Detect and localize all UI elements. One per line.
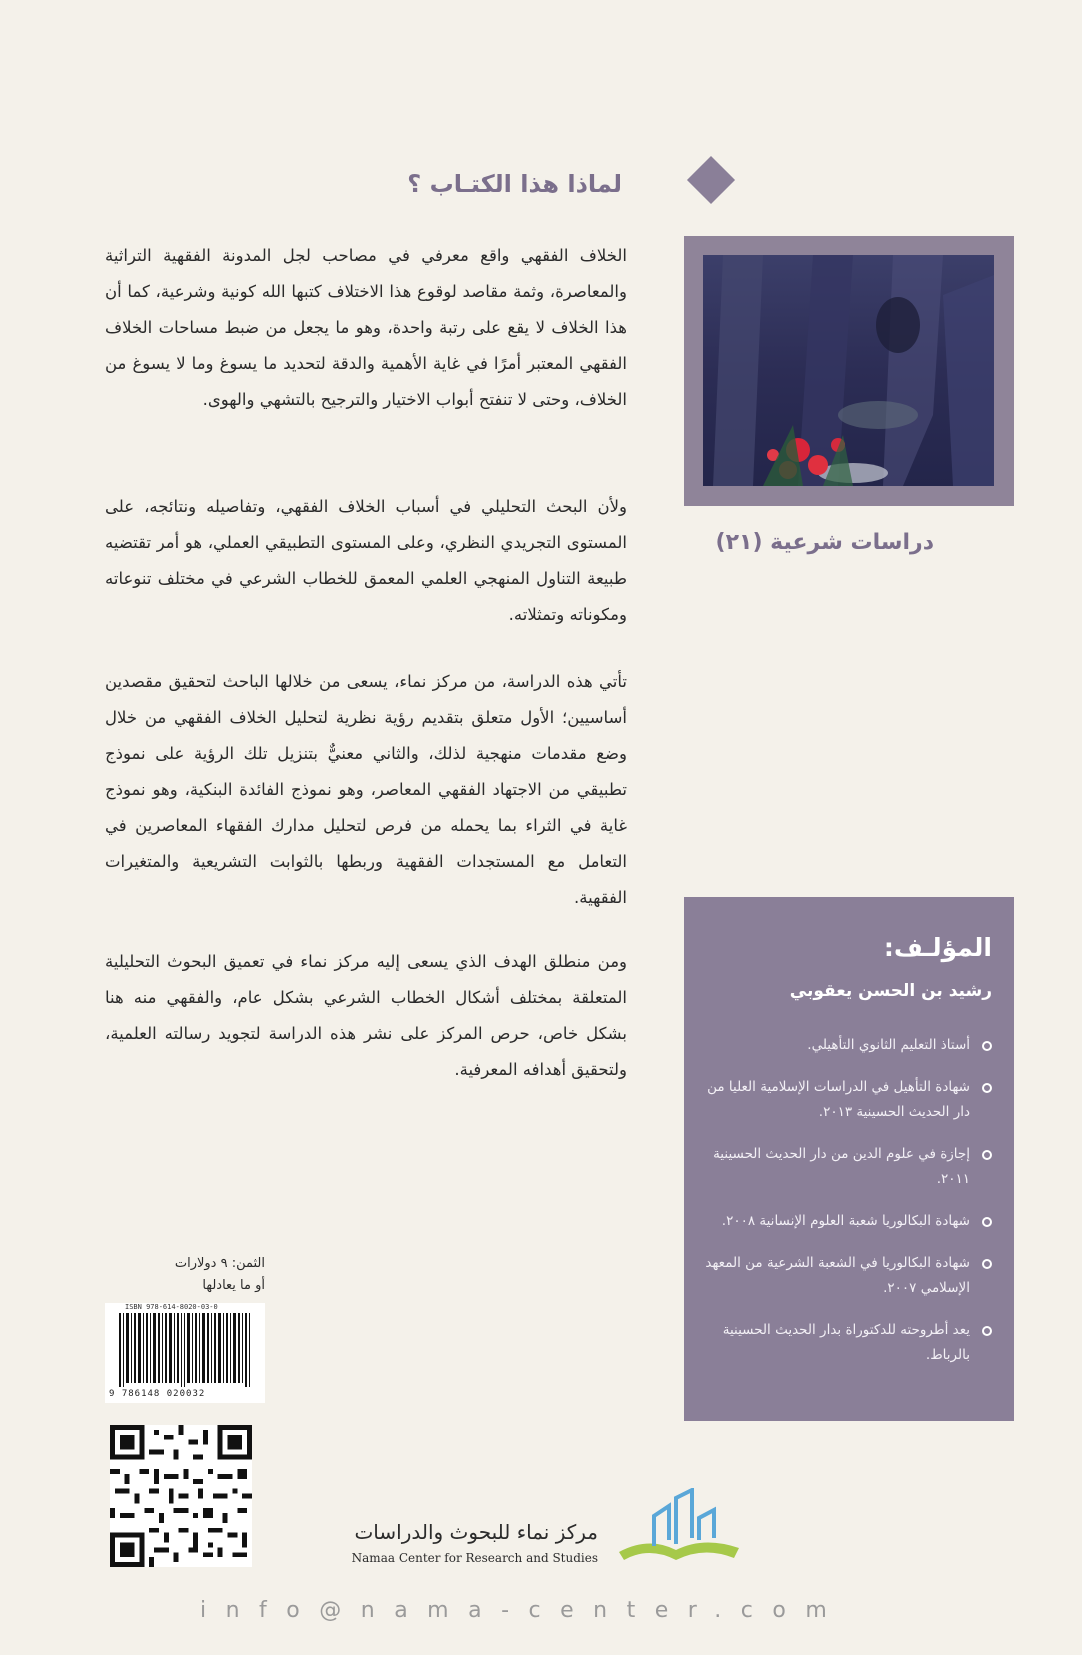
qr-pattern-icon <box>110 1425 252 1567</box>
author-credentials-list <box>704 1033 994 1385</box>
price-block <box>105 1253 265 1297</box>
publisher-name-english: Namaa Center for Research and Studies <box>351 1551 598 1565</box>
bullet-icon <box>982 1041 992 1051</box>
qr-code <box>110 1425 252 1567</box>
section-heading: لماذا هذا الكتـاب ؟ <box>407 170 622 198</box>
author-heading: المؤلـف: <box>883 933 992 962</box>
body-paragraph-2: ولأن البحث التحليلي في أسباب الخلاف الفقهي، وتفاصيله ونتائجه، على المستوى التجريدي النظري، وعلى المستوى التطبيقي العملي، هو أمر تقتضيه طبيعة التناول المنهجي العلمي المعمق للخطاب الشرعي في مختلف تنوعاته ومكوناته وتمثلاته. <box>105 497 627 624</box>
author-credential-text: إجازة في علوم الدين من دار الحديث الحسينية ٢٠١١. <box>713 1146 970 1187</box>
heading-diamond-icon <box>687 156 735 204</box>
author-credential-text: يعد أطروحته للدكتوراة بدار الحديث الحسينية بالرباط. <box>722 1322 970 1363</box>
author-credential-text: شهادة البكالوريا في الشعبة الشرعية من المعهد الإسلامي ٢٠٠٧. <box>705 1255 970 1296</box>
price-text: الثمن: ٩ دولارات <box>174 1256 265 1271</box>
cover-painting-image <box>703 255 994 486</box>
author-credential-item <box>704 1209 994 1234</box>
bullet-icon <box>982 1150 992 1160</box>
barcode-digits: 9 786148 020032 <box>109 1389 206 1399</box>
bullet-icon <box>982 1326 992 1336</box>
author-name: رشيد بن الحسن يعقوبي <box>789 981 992 1001</box>
bullet-icon <box>982 1083 992 1093</box>
author-credential-item <box>704 1251 994 1301</box>
bullet-icon <box>982 1217 992 1227</box>
isbn-text: ISBN 978-614-8020-03-0 <box>125 1303 218 1311</box>
author-credential-text: شهادة البكالوريا شعبة العلوم الإنسانية ٢٠٠٨. <box>721 1213 970 1229</box>
body-paragraph-1: الخلاف الفقهي واقع معرفي في مصاحب لجل المدونة الفقهية التراثية والمعاصرة، وثمة مقاصد لوقوع هذا الاختلاف كتبها الله كونية وشرعية، كما أن هذا الخلاف لا يقع على رتبة واحدة، وهو ما يجعل من ضبط مساحات الخلاف الفقهي المعتبر أمرًا في غاية الأهمية والدقة لتحديد ما يسوغ وما لا يسوغ من الخلاف، وحتى لا تنفتح أبواب الاختيار والترجيح بالتشهي والهوى. <box>105 246 627 409</box>
cover-image-frame <box>684 236 1014 506</box>
publisher-name-arabic: مركز نماء للبحوث والدراسات <box>354 1520 598 1544</box>
author-box <box>684 897 1014 1421</box>
author-credential-text: شهادة التأهيل في الدراسات الإسلامية العليا من دار الحديث الحسينية ٢٠١٣. <box>707 1079 970 1120</box>
footer-email: info@nama-center.com <box>200 1598 847 1623</box>
barcode-bars-icon <box>105 1311 265 1397</box>
price-equivalent-text: أو ما يعادلها <box>202 1278 265 1293</box>
publisher-logo-icon <box>614 1488 744 1568</box>
author-credential-item <box>704 1318 994 1368</box>
author-credential-text: أستاذ التعليم الثانوي التأهيلي. <box>807 1037 970 1053</box>
author-credential-item <box>704 1142 994 1192</box>
series-label: دراسات شرعية (٢١) <box>715 530 934 555</box>
body-paragraph-4: ومن منطلق الهدف الذي يسعى إليه مركز نماء في تعميق البحوث التحليلية المتعلقة بمختلف أشكال الخطاب الشرعي بشكل عام، والفقهي منه هنا بشكل خاص، حرص المركز على نشر هذه الدراسة لتجويد رسالته العلمية، ولتحقيق أهدافه المعرفية. <box>105 952 627 1079</box>
bullet-icon <box>982 1259 992 1269</box>
barcode <box>105 1303 265 1403</box>
author-credential-item <box>704 1075 994 1125</box>
author-credential-item <box>704 1033 994 1058</box>
body-paragraph-3: تأتي هذه الدراسة، من مركز نماء، يسعى من خلالها الباحث لتحقيق مقصدين أساسيين؛ الأول متعلق بتقديم رؤية نظرية لتحليل الخلاف الفقهي من خلال وضع مقدمات منهجية لذلك، والثاني معنيٌّ بتنزيل تلك الرؤية على نموذج تطبيقي من الاجتهاد الفقهي المعاصر، وهو نموذج الفائدة البنكية، وهو نموذج غاية في الثراء بما يحمله من فرص لتحليل مدارك الفقهاء المعاصرين في التعامل مع المستجدات الفقهية وربطها بالثوابت التشريعية والمتغيرات الفقهية. <box>105 672 627 907</box>
